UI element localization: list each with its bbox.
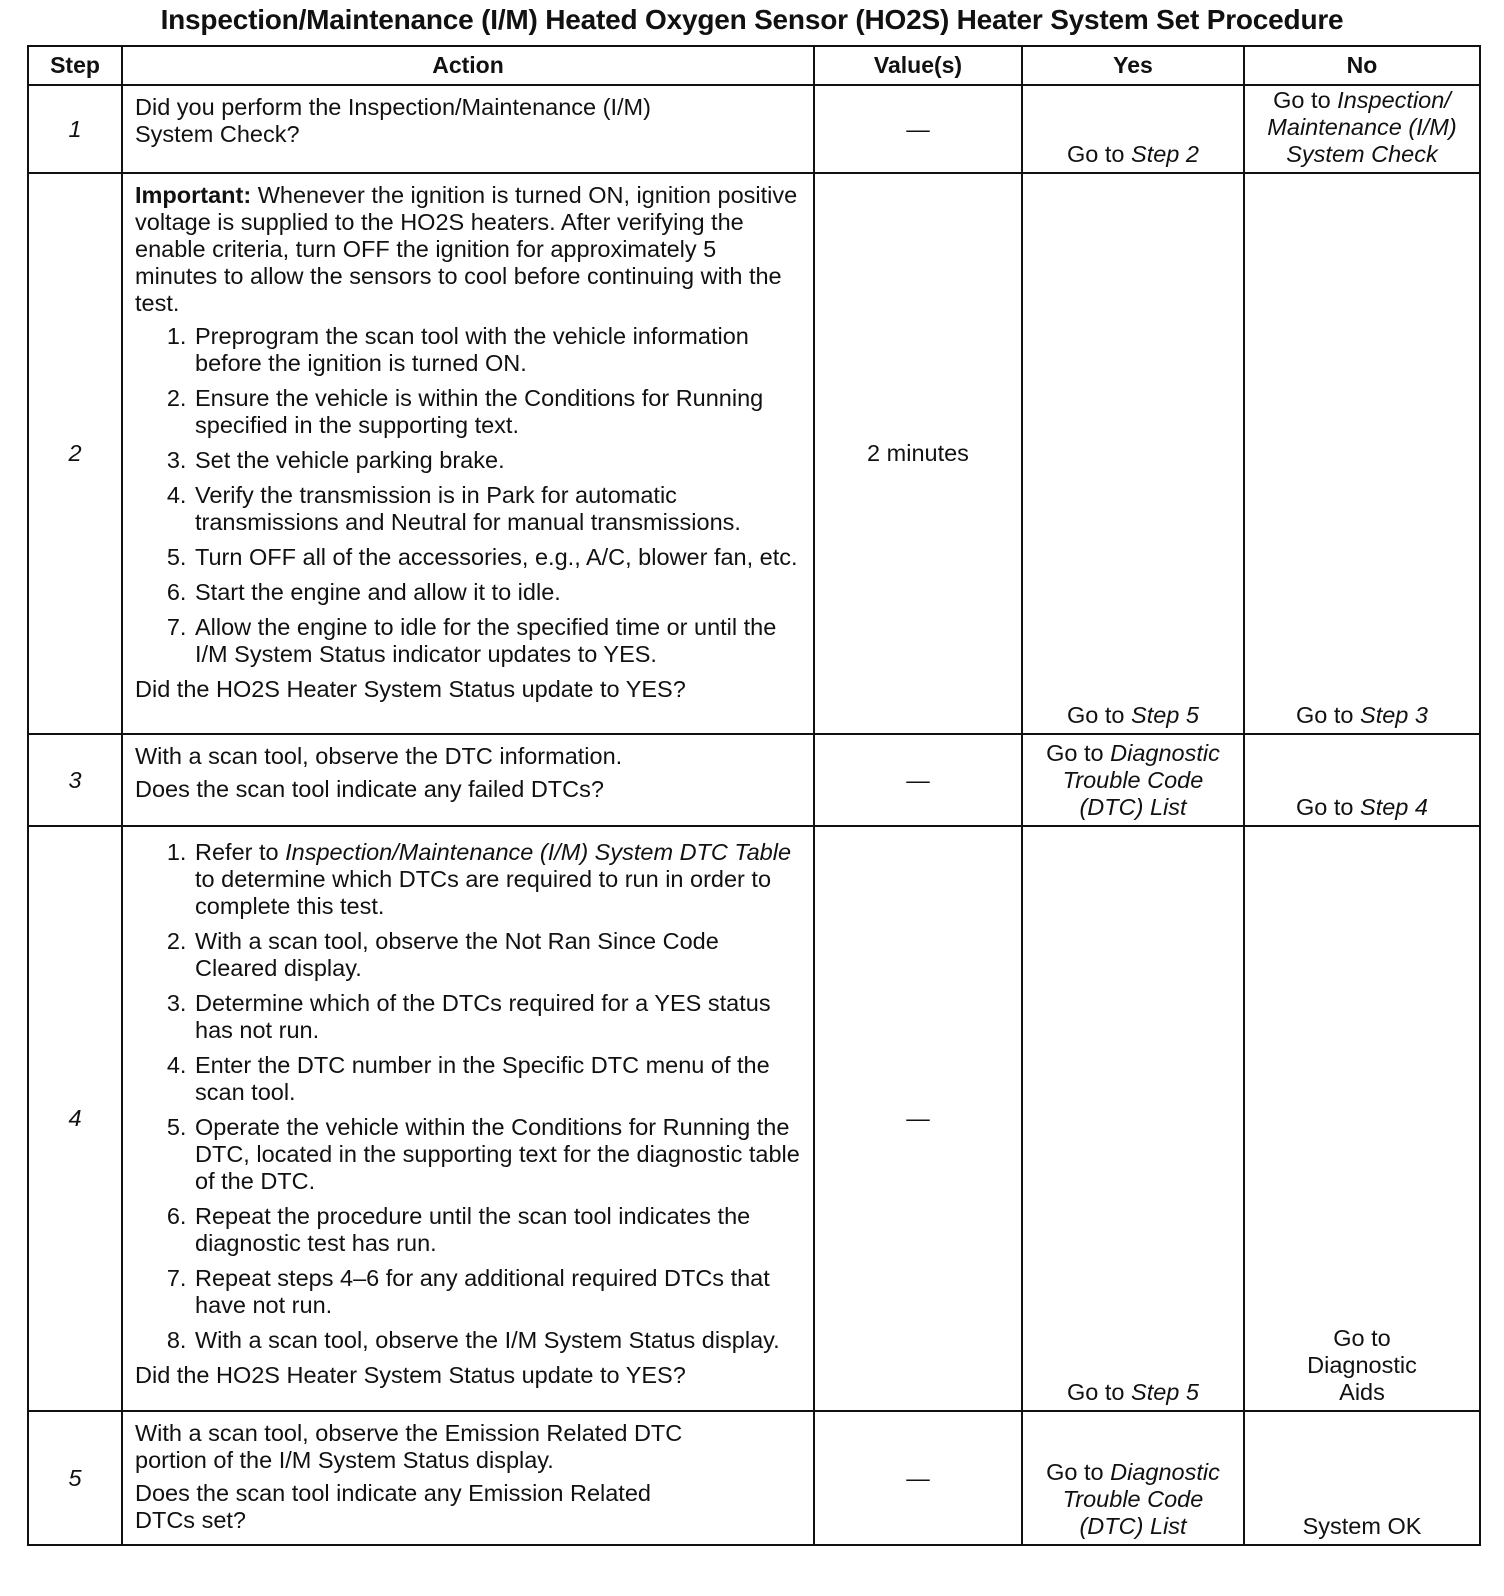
value-cell: 2 minutes <box>814 173 1022 734</box>
action-cell <box>122 826 814 1411</box>
action-question: Does the scan tool indicate any failed DTCs? <box>135 776 604 802</box>
action-cell <box>122 173 814 734</box>
action-question: Did you perform the Inspection/Maintenance (I/M) System Check? <box>135 94 651 147</box>
header-yes: Yes <box>1022 46 1244 85</box>
yes-cell <box>1022 1411 1244 1545</box>
list-item: 3. Determine which of the DTCs required for a YES status has not run. <box>193 990 803 1044</box>
step-number: 3 <box>28 734 122 826</box>
list-item: 1. Preprogram the scan tool with the vehicle information before the ignition is turned ON. <box>193 323 803 377</box>
list-item: 4. Verify the transmission is in Park for automatic transmissions and Neutral for manual transmissions. <box>193 482 803 536</box>
value-cell: — <box>814 734 1022 826</box>
list-item: 8. With a scan tool, observe the I/M System Status display. <box>193 1327 803 1354</box>
no-cell <box>1244 734 1480 826</box>
action-cell <box>122 85 814 173</box>
header-values: Value(s) <box>814 46 1022 85</box>
list-item: 2. With a scan tool, observe the Not Ran Since Code Cleared display. <box>193 928 803 982</box>
step-number: 5 <box>28 1411 122 1545</box>
yes-cell <box>1022 734 1244 826</box>
header-action: Action <box>122 46 814 85</box>
no-cell <box>1244 1411 1480 1545</box>
reference-link[interactable]: Inspection/Maintenance (I/M) System DTC Table <box>285 839 792 865</box>
no-cell <box>1244 173 1480 734</box>
procedure-table <box>27 45 1481 1546</box>
list-item: 1. Refer to Inspection/Maintenance (I/M) System DTC Table to determine which DTCs are required to run in order to complete this test. <box>193 839 803 920</box>
table-row <box>28 1411 1480 1545</box>
important-note: Important: Whenever the ignition is turned ON, ignition positive voltage is supplied to the HO2S heaters. After verifying the enable criteria, turn OFF the ignition for approximately 5 minutes to allow the sensors to cool before continuing with the test. <box>135 182 798 316</box>
no-cell <box>1244 85 1480 173</box>
no-target[interactable]: Go to Step 4 <box>1296 794 1428 820</box>
yes-target[interactable]: Go to Diagnostic Trouble Code (DTC) List <box>1046 1459 1220 1539</box>
action-text: With a scan tool, observe the Emission Related DTC portion of the I/M System Status display. <box>135 1420 683 1473</box>
table-row <box>28 85 1480 173</box>
no-target[interactable]: System OK <box>1302 1513 1422 1539</box>
action-steps-list <box>135 323 803 668</box>
action-cell <box>122 734 814 826</box>
action-steps-list <box>135 839 803 1354</box>
table-row <box>28 734 1480 826</box>
value-cell: — <box>814 826 1022 1411</box>
no-target[interactable]: Go to Step 3 <box>1296 702 1428 728</box>
header-no: No <box>1244 46 1480 85</box>
action-question: Did the HO2S Heater System Status update to YES? <box>135 1362 686 1388</box>
yes-cell <box>1022 173 1244 734</box>
yes-target[interactable]: Go to Step 5 <box>1067 702 1199 728</box>
list-item: 2. Ensure the vehicle is within the Conditions for Running specified in the supporting text. <box>193 385 803 439</box>
step-number: 4 <box>28 826 122 1411</box>
no-target[interactable]: Go to Diagnostic Aids <box>1307 1325 1417 1405</box>
step-number: 2 <box>28 173 122 734</box>
header-step: Step <box>28 46 122 85</box>
table-row <box>28 173 1480 734</box>
yes-target[interactable]: Go to Step 2 <box>1067 141 1199 167</box>
action-cell <box>122 1411 814 1545</box>
yes-cell <box>1022 85 1244 173</box>
yes-cell <box>1022 826 1244 1411</box>
document-title: Inspection/Maintenance (I/M) Heated Oxygen Sensor (HO2S) Heater System Set Procedure <box>160 4 1344 35</box>
action-text: With a scan tool, observe the DTC information. <box>135 743 623 769</box>
no-target[interactable]: Go to Inspection/ Maintenance (I/M) System Check <box>1267 87 1457 167</box>
list-item: 5. Turn OFF all of the accessories, e.g., A/C, blower fan, etc. <box>193 544 803 571</box>
action-question: Does the scan tool indicate any Emission Related DTCs set? <box>135 1480 651 1533</box>
action-question: Did the HO2S Heater System Status update to YES? <box>135 676 686 702</box>
list-item: 4. Enter the DTC number in the Specific DTC menu of the scan tool. <box>193 1052 803 1106</box>
value-cell: — <box>814 1411 1022 1545</box>
list-item: 6. Repeat the procedure until the scan tool indicates the diagnostic test has run. <box>193 1203 803 1257</box>
list-item: 6. Start the engine and allow it to idle. <box>193 579 803 606</box>
step-number: 1 <box>28 85 122 173</box>
list-item: 5. Operate the vehicle within the Conditions for Running the DTC, located in the supporting text for the diagnostic table of the DTC. <box>193 1114 803 1195</box>
list-item: 3. Set the vehicle parking brake. <box>193 447 803 474</box>
table-header-row <box>28 46 1480 85</box>
table-row <box>28 826 1480 1411</box>
list-item: 7. Allow the engine to idle for the specified time or until the I/M System Status indicator updates to YES. <box>193 614 803 668</box>
no-cell <box>1244 826 1480 1411</box>
yes-target[interactable]: Go to Diagnostic Trouble Code (DTC) List <box>1046 740 1220 820</box>
value-cell: — <box>814 85 1022 173</box>
yes-target[interactable]: Go to Step 5 <box>1067 1379 1199 1405</box>
list-item: 7. Repeat steps 4–6 for any additional required DTCs that have not run. <box>193 1265 803 1319</box>
